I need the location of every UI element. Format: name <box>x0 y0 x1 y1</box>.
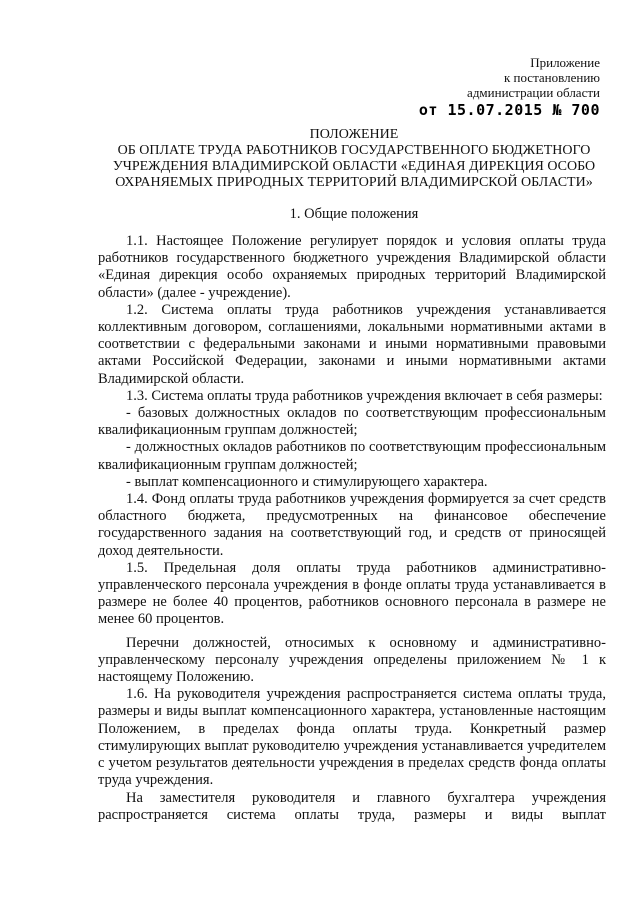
paragraph-1-4: 1.4. Фонд оплаты труда работников учреждения формируется за счет средств областного бюджета, предусмотренных на финансовое обеспечение государственного задания на соответствующий год, и средств от приносящей доход деятельности. <box>98 491 606 559</box>
paragraph-1-3: 1.3. Система оплаты труда работников учреждения включает в себя размеры: <box>126 387 603 404</box>
list-item-position-salaries: - должностных окладов работников по соответствующим профессиональным квалификационным группам должностей; <box>98 439 606 473</box>
annex-authority: администрации области <box>467 85 600 100</box>
title-line-2: ОБ ОПЛАТЕ ТРУДА РАБОТНИКОВ ГОСУДАРСТВЕННОГО БЮДЖЕТНОГО <box>117 143 591 158</box>
list-item-base-salaries: - базовых должностных окладов по соответствующим профессиональным квалификационным группам должностей; <box>98 405 606 439</box>
date-number-stamp: от 15.07.2015 № 700 <box>418 101 600 119</box>
paragraph-1-5-lists: Перечни должностей, относимых к основному и административно-управленческому персоналу учреждения определены приложением № 1 к настоящему Положению. <box>98 634 606 686</box>
annex-resolution-ref: к постановлению <box>503 70 600 85</box>
paragraph-1-2: 1.2. Система оплаты труда работников учреждения устанавливается коллективным договором, соглашениями, локальными нормативными актами в соответствии с федеральными законами и иными нормативными правовыми актами Российской Федерации, законами и иными нормативными актами Владимирской области. <box>98 301 606 387</box>
paragraph-1-5: 1.5. Предельная доля оплаты труда работников административно-управленческого персонала учреждения в фонде оплаты труда устанавливается в размере не более 40 процентов, работников основного персонала в размере не менее 60 процентов. <box>98 559 606 628</box>
paragraph-1-6-deputies: На заместителя руководителя и главного бухгалтера учреждения распространяется система оплаты труда, размеры и виды выплат <box>98 789 606 823</box>
title-line-1: ПОЛОЖЕНИЕ <box>309 127 399 142</box>
section-heading: 1. Общие положения <box>289 206 419 222</box>
document-body <box>98 233 606 824</box>
paragraph-1-1: 1.1. Настоящее Положение регулирует порядок и условия оплаты труда работников государственного бюджетного учреждения Владимирской области «Единая дирекция особо охраняемых природных территорий Владимирской области» (далее - учреждение). <box>98 233 606 301</box>
list-item-payments: - выплат компенсационного и стимулирующего характера. <box>126 473 488 490</box>
annex-label: Приложение <box>530 55 600 70</box>
document-title <box>100 127 608 191</box>
title-line-3: УЧРЕЖДЕНИЯ ВЛАДИМИРСКОЙ ОБЛАСТИ «ЕДИНАЯ ДИРЕКЦИЯ ОСОБО <box>112 159 596 174</box>
annex-block <box>467 55 600 100</box>
title-line-4: ОХРАНЯЕМЫХ ПРИРОДНЫХ ТЕРРИТОРИЙ ВЛАДИМИРСКОЙ ОБЛАСТИ» <box>115 175 593 190</box>
paragraph-1-6: 1.6. На руководителя учреждения распространяется система оплаты труда, размеры и виды выплат компенсационного характера, установленные настоящим Положением, в пределах фонда оплаты труда. Конкретный размер стимулирующих выплат руководителю учреждения устанавливается учредителем с учетом результатов деятельности учреждения в пределах средств фонда оплаты труда учреждения. <box>98 686 606 789</box>
